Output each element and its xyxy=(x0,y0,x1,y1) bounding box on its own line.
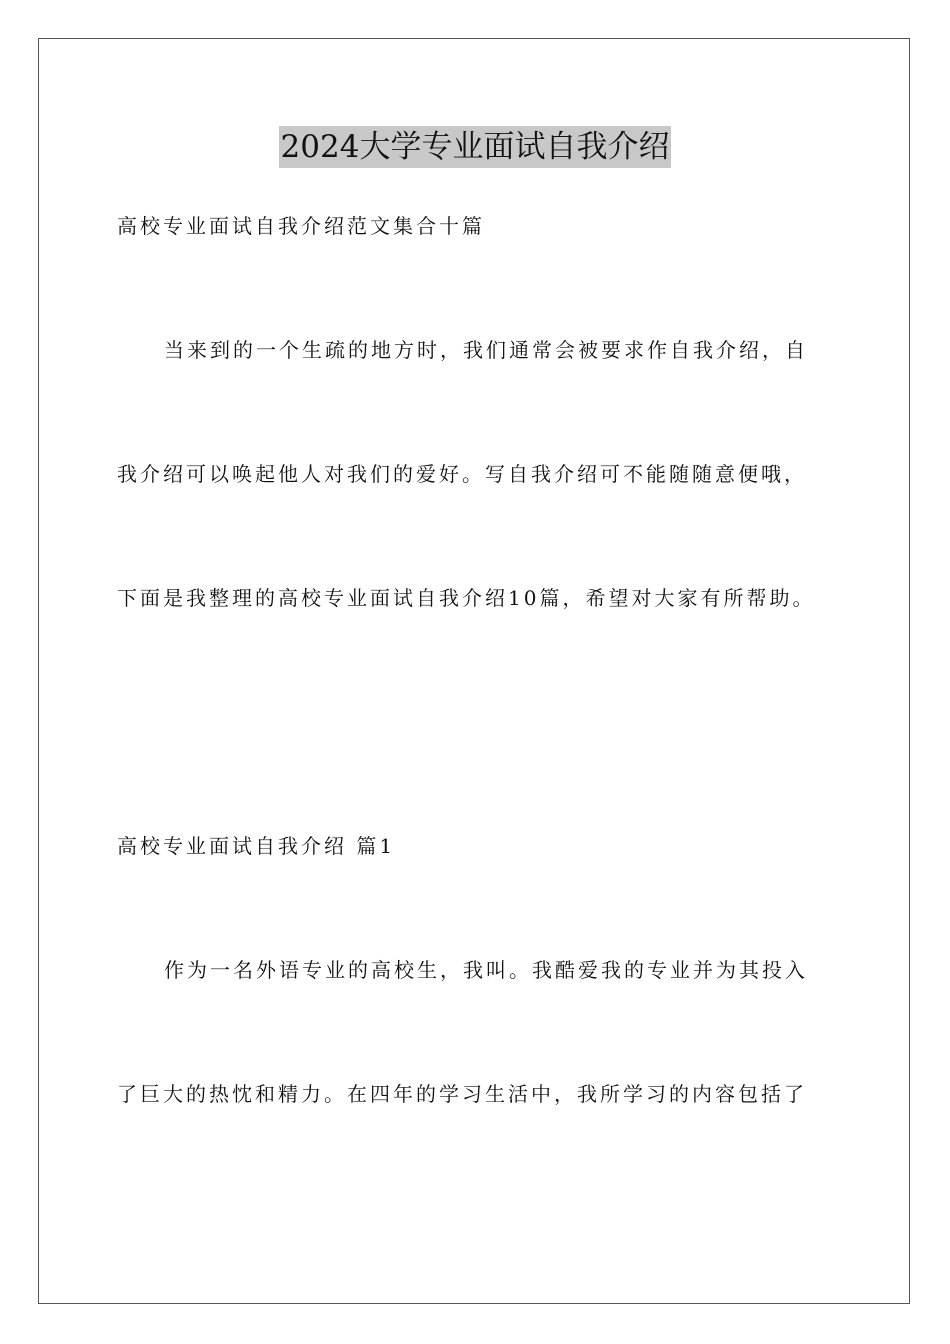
section-heading: 高校专业面试自我介绍 篇1 xyxy=(117,834,396,858)
intro-paragraph-line: 我介绍可以唤起他人对我们的爱好。写自我介绍可不能随随意便哦， xyxy=(117,462,807,486)
section-paragraph-line: 了巨大的热忱和精力。在四年的学习生活中，我所学习的内容包括了 xyxy=(117,1082,807,1106)
intro-paragraph-line: 下面是我整理的高校专业面试自我介绍10篇，希望对大家有所帮助。 xyxy=(117,586,816,610)
section-paragraph-line: 作为一名外语专业的高校生，我叫。我酷爱我的专业并为其投入 xyxy=(164,958,808,982)
intro-paragraph-line: 当来到的一个生疏的地方时，我们通常会被要求作自我介绍，自 xyxy=(164,338,808,362)
title-container xyxy=(0,126,950,168)
document-title: 2024大学专业面试自我介绍 xyxy=(279,126,672,168)
document-subtitle: 高校专业面试自我介绍范文集合十篇 xyxy=(117,214,485,238)
